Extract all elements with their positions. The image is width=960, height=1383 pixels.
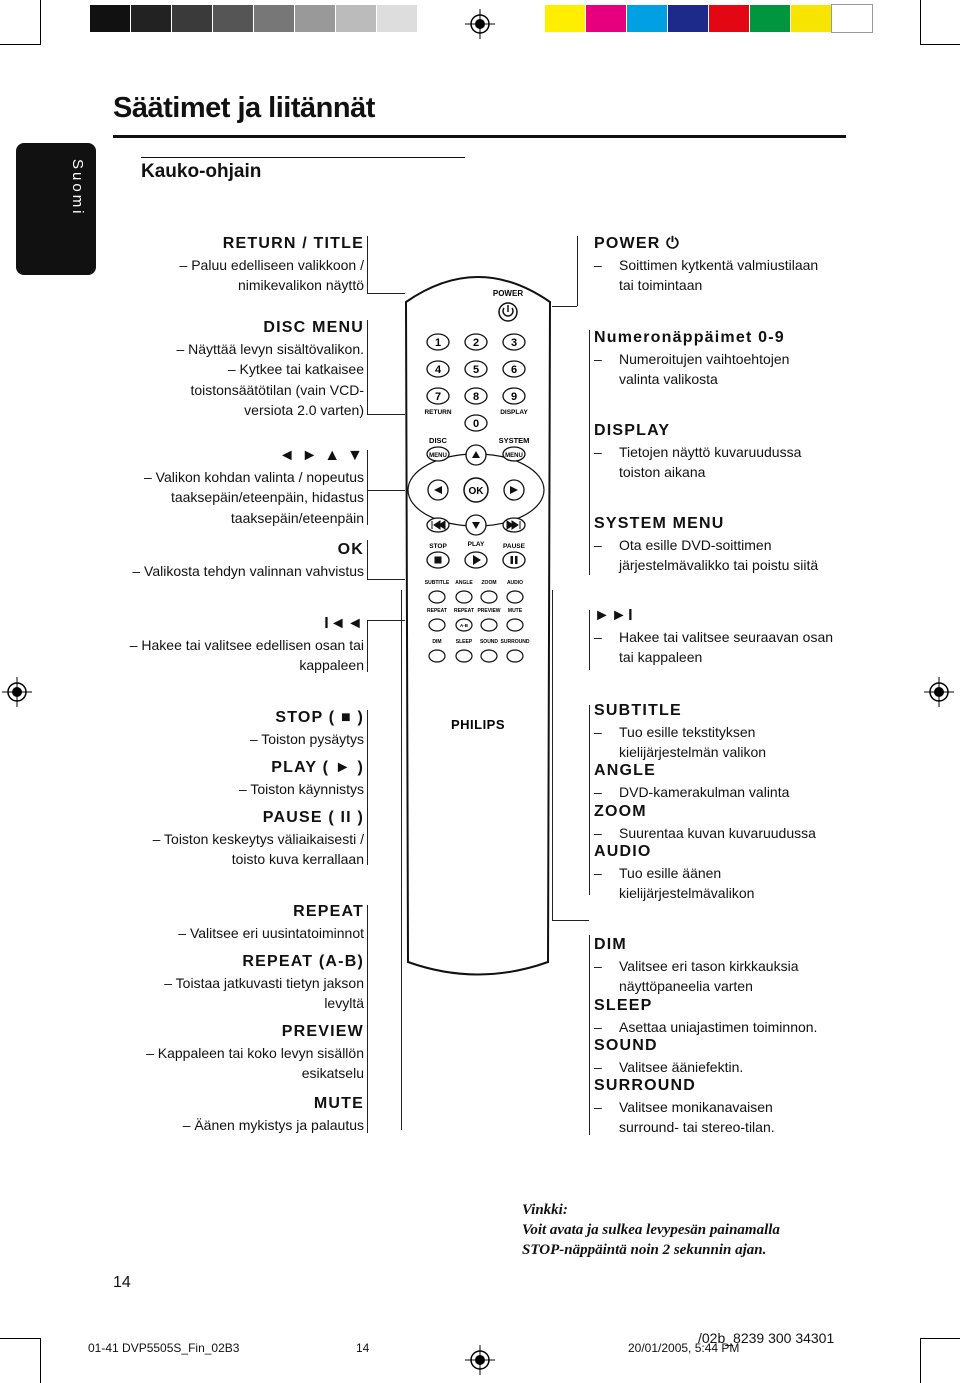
label-desc: versiota 2.0 varten) (244, 402, 364, 418)
ok-label: OK (468, 486, 484, 497)
label-surround (594, 1076, 854, 1138)
label-desc: kielijärjestelmävalikon (619, 885, 755, 901)
label-title: AUDIO (594, 843, 652, 860)
small-key-label: REPEAT (454, 608, 474, 614)
label-title: DIM (594, 936, 627, 953)
label-desc: kielijärjestelmän valikon (619, 744, 767, 760)
gray-swatch (172, 5, 212, 32)
label-title: REPEAT (A-B) (242, 953, 364, 970)
label-num (594, 328, 854, 390)
tip-line: Voit avata ja sulkea levypesän painamalla (522, 1222, 780, 1238)
label-sound (594, 1036, 854, 1077)
crop-mark (920, 0, 921, 45)
label-desc: – DVD-kamerakulman valinta (594, 782, 854, 803)
label-desc: valinta valikosta (619, 371, 718, 387)
title-rule (113, 135, 846, 138)
label-desc: tai kappaleen (619, 649, 703, 665)
label-desc: – Kappaleen tai koko levyn sisällön (146, 1044, 364, 1061)
label-title: I◄◄ (324, 615, 364, 632)
label-desc: – Valitsee eri tason kirkkauksia (594, 956, 854, 977)
small-key-label: AUDIO (506, 580, 524, 586)
label-ok (104, 540, 364, 581)
label-title: REPEAT (293, 903, 364, 920)
label-subtitle (594, 701, 854, 763)
label-title: ANGLE (594, 762, 656, 779)
tip-title: Vinkki: (522, 1202, 568, 1218)
digit-label: 5 (472, 364, 480, 376)
stop-icon (435, 557, 442, 564)
small-key-button (429, 650, 445, 662)
label-title: SOUND (594, 1037, 658, 1054)
label-desc: – Ota esille DVD-soittimen (594, 535, 854, 556)
small-key-label: SUBTITLE (424, 580, 450, 586)
label-title: ►►I (594, 607, 634, 624)
label-system (594, 514, 854, 576)
gray-swatch (131, 5, 171, 32)
small-key-label: SLEEP (455, 639, 473, 645)
label-title: OK (337, 541, 364, 558)
label-desc: – Hakee tai valitsee edellisen osan tai (129, 636, 364, 653)
label-desc: – Tuo esille tekstityksen (594, 722, 854, 743)
label-desc: – Tietojen näyttö kuvaruudussa (594, 442, 854, 463)
small-key-button (456, 591, 472, 603)
label-desc: nimikevalikon näyttö (237, 277, 364, 293)
label-pause (104, 808, 364, 870)
crop-mark (0, 44, 40, 45)
small-key-label: SURROUND (500, 639, 530, 645)
registration-mark-icon (2, 677, 32, 707)
label-prev (104, 614, 364, 676)
label-desc: – Valitsee eri uusintatoiminnot (178, 924, 364, 941)
digit-label: 0 (472, 418, 480, 430)
section-title: Kauko-ohjain (141, 161, 262, 182)
label-desc: järjestelmävalikko tai poistu siitä (619, 557, 819, 573)
pause-icon (511, 556, 514, 564)
label-desc: esikatselu (301, 1065, 364, 1081)
label-desc: – Toiston keskeytys väliaikaisesti / (152, 830, 364, 847)
crop-mark (920, 44, 960, 45)
small-key-button (481, 650, 497, 662)
remote-control-illustration (396, 262, 560, 982)
label-desc: – Näyttää levyn sisältövalikon. (176, 340, 364, 357)
registration-mark-icon (465, 1345, 495, 1375)
subtitle-rule (141, 157, 465, 158)
pause-button (503, 552, 525, 568)
small-key-button (429, 619, 445, 631)
label-title: DISC MENU (263, 319, 364, 336)
label-desc: – Soittimen kytkentä valmiustilaan (594, 255, 854, 276)
color-swatch (586, 5, 626, 32)
label-desc: – Toistaa jatkuvasti tietyn jakson (164, 974, 364, 991)
label-title: DISPLAY (594, 422, 671, 439)
tip-line: STOP-näppäintä noin 2 sekunnin ajan. (522, 1242, 767, 1258)
small-key-button (481, 591, 497, 603)
label-desc: toistonsäätötilan (vain VCD- (190, 381, 364, 398)
gray-swatch (377, 5, 417, 32)
label-power (594, 234, 854, 296)
small-key-button (481, 619, 497, 631)
label-desc: – Toiston käynnistys (238, 780, 364, 797)
footer-num: 14 (356, 1341, 370, 1355)
label-desc: kappaleen (299, 657, 364, 673)
label-repeatab (104, 952, 364, 1014)
pause-label: PAUSE (503, 543, 525, 550)
small-key-button (507, 619, 523, 631)
brand-logo: PHILIPS (450, 717, 506, 732)
registration-mark-icon (465, 9, 495, 39)
small-key-label: ZOOM (481, 580, 497, 586)
leader-line (589, 705, 590, 895)
label-desc: toiston aikana (619, 464, 706, 480)
label-dim (594, 935, 854, 997)
small-key-label: REPEAT (427, 608, 447, 614)
label-display (594, 421, 854, 483)
leader-line (367, 620, 368, 672)
crop-mark (920, 1338, 960, 1339)
small-key-label: DIM (432, 639, 442, 645)
label-stop (104, 708, 364, 749)
label-title: SLEEP (594, 997, 653, 1014)
stop-label: STOP (429, 543, 447, 550)
color-swatch (545, 5, 585, 32)
remote-power-label: POWER (492, 289, 524, 298)
label-title: SUBTITLE (594, 702, 682, 719)
label-repeat (104, 902, 364, 943)
gray-swatch (254, 5, 294, 32)
tip-box (522, 1200, 780, 1260)
label-title: SURROUND (594, 1077, 697, 1094)
remote-body (406, 277, 550, 975)
label-desc: – Suurentaa kuvan kuvaruudussa (594, 823, 854, 844)
small-key-button (429, 591, 445, 603)
label-play (104, 758, 364, 799)
crop-mark (0, 1338, 40, 1339)
digit-label: 1 (434, 337, 442, 349)
digit-label: 8 (472, 391, 480, 403)
label-desc: – Kytkee tai katkaisee (227, 361, 364, 377)
small-key-label: PREVIEW (477, 608, 501, 614)
label-desc: näyttöpaneelia varten (619, 978, 753, 994)
color-swatch (709, 5, 749, 32)
disc-label: DISC (429, 436, 447, 445)
label-desc: – Paluu edelliseen valikkoon / (179, 256, 364, 273)
crop-mark (40, 1338, 41, 1383)
label-desc: surround- tai stereo-tilan. (619, 1119, 775, 1135)
label-desc: taaksepäin/eteenpäin, hidastus (170, 489, 364, 505)
label-title: PAUSE ( II ) (262, 809, 364, 826)
label-desc: – Hakee tai valitsee seuraavan osan (594, 627, 854, 648)
leader-line (367, 905, 368, 1133)
label-return (104, 234, 364, 296)
gray-swatch (336, 5, 376, 32)
label-title: ZOOM (594, 803, 647, 820)
footer-code: /02b_8239 300 34301 (698, 1330, 835, 1346)
label-title: STOP ( ■ ) (275, 709, 364, 726)
label-desc: – Valitsee ääniefektin. (594, 1057, 854, 1078)
ab-label: A-B (460, 623, 468, 628)
digit-label: 6 (510, 364, 518, 376)
color-swatch (791, 5, 831, 32)
leader-line (367, 710, 368, 865)
label-desc: – Valitsee monikanavaisen (594, 1097, 854, 1118)
label-angle (594, 761, 854, 802)
leader-line (367, 450, 368, 525)
label-zoom (594, 802, 854, 843)
color-swatch (627, 5, 667, 32)
page-number: 14 (113, 1274, 131, 1291)
label-desc: – Asettaa uniajastimen toiminnon. (594, 1017, 854, 1038)
color-swatch (832, 5, 872, 32)
label-desc: – Numeroitujen vaihtoehtojen (594, 349, 854, 370)
leader-line (589, 935, 590, 1135)
language-tab-label: Suomi (69, 159, 86, 217)
label-desc: – Valikon kohdan valinta / nopeutus (143, 468, 364, 485)
label-desc: levyltä (324, 995, 364, 1011)
leader-line (589, 330, 590, 575)
small-key-button (507, 591, 523, 603)
leader-line (577, 236, 578, 306)
label-next (594, 606, 854, 668)
small-key-label: SOUND (479, 639, 499, 645)
color-swatch (750, 5, 790, 32)
crop-mark (920, 1338, 921, 1383)
label-desc: toisto kuva kerrallaan (231, 851, 364, 867)
digit-label: 7 (434, 391, 442, 403)
label-title: PLAY ( ► ) (271, 759, 364, 776)
page-title: Säätimet ja liitännät (113, 92, 375, 124)
return-label: RETURN (424, 409, 452, 416)
menu-label: MENU (505, 453, 523, 459)
label-desc: – Tuo esille äänen (594, 863, 854, 884)
play-label: PLAY (467, 541, 485, 548)
leader-line (367, 540, 368, 580)
leader-line (367, 236, 368, 294)
label-title: SYSTEM MENU (594, 515, 725, 532)
footer-date: 20/01/2005, 5:44 PM (628, 1341, 740, 1355)
label-desc: tai toimintaan (619, 277, 703, 293)
small-key-button (456, 650, 472, 662)
label-desc: – Äänen mykistys ja palautus (182, 1116, 364, 1133)
leader-line (367, 320, 368, 415)
label-title: POWER ⏻ (594, 235, 680, 252)
registration-mark-icon (924, 677, 954, 707)
label-title: Numeronäppäimet 0-9 (594, 329, 785, 346)
pause-icon (515, 556, 518, 564)
menu-label: MENU (429, 453, 447, 459)
digit-label: 4 (434, 364, 442, 376)
label-arrows (104, 446, 364, 528)
language-tab (16, 143, 96, 275)
digit-label: 3 (510, 337, 518, 349)
small-key-label: ANGLE (455, 580, 473, 586)
gray-swatch (213, 5, 253, 32)
label-desc: – Valikosta tehdyn valinnan vahvistus (132, 562, 364, 579)
small-key-label: MUTE (507, 608, 523, 614)
system-label: SYSTEM (498, 436, 530, 445)
crop-mark (40, 0, 41, 45)
leader-line (589, 610, 590, 670)
label-title: MUTE (313, 1095, 364, 1112)
footer-file: 01-41 DVP5505S_Fin_02B3 (88, 1341, 240, 1355)
gray-swatch (295, 5, 335, 32)
gray-swatch (90, 5, 130, 32)
label-title: PREVIEW (281, 1023, 364, 1040)
label-audio (594, 842, 854, 904)
label-sleep (594, 996, 854, 1037)
label-desc: taaksepäin/eteenpäin (230, 509, 364, 526)
small-key-button (507, 650, 523, 662)
label-preview (104, 1022, 364, 1084)
display-label: DISPLAY (500, 409, 528, 416)
label-title: RETURN / TITLE (222, 235, 364, 252)
color-swatch (668, 5, 708, 32)
label-disc (104, 318, 364, 421)
digit-label: 9 (510, 391, 518, 403)
label-title: ◄ ► ▲ ▼ (278, 447, 364, 464)
digit-label: 2 (472, 337, 480, 349)
label-desc: – Toiston pysäytys (249, 730, 364, 747)
label-mute (104, 1094, 364, 1135)
